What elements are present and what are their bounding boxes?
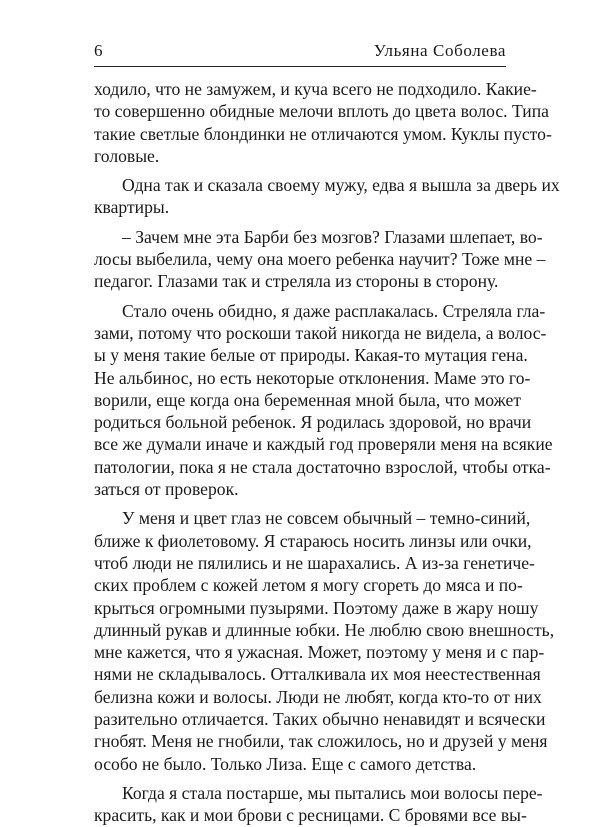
text-line: особо не было. Только Лиза. Еще с самого детства.	[94, 753, 477, 774]
text-line: чтоб люди не пялились и не шарахались. А из-за генетиче-	[94, 552, 535, 573]
text-line: ских проблем с кожей летом я могу сгореть до мяса и по-	[94, 575, 523, 596]
text-line: мне кажется, что я ужасная. Может, поэтому у меня и с пар-	[94, 642, 545, 663]
page-number: 6	[94, 41, 103, 60]
text-line: заться от проверок.	[94, 479, 239, 500]
text-line: – Зачем мне эта Барби без мозгов? Глазами шлепает, во-	[122, 226, 543, 247]
text-line: зами, потому что роскоши такой никогда не видела, а волос-	[94, 322, 547, 343]
text-line: белизна кожи и волосы. Люди не любят, когда кто-то от них	[94, 686, 542, 707]
body-text	[94, 78, 560, 827]
text-line: У меня и цвет глаз не совсем обычный – темно-синий,	[122, 508, 531, 529]
text-line: ы у меня такие белые от природы. Какая-то мутация гена.	[94, 345, 528, 366]
text-line: Одна так и сказала своему мужу, едва я вышла за дверь их	[122, 175, 560, 196]
text-line: родиться больной ребенок. Я родилась здоровой, но врачи	[94, 412, 532, 433]
text-line: ворили, еще когда она беременная мной была, что может	[94, 389, 522, 410]
running-head-author: Ульяна Соболева	[373, 41, 506, 60]
text-line: крыться огромными пузырями. Поэтому даже в жару ношу	[94, 597, 539, 618]
text-line: ходило, что не замужем, и куча всего не подходило. Какие-	[94, 79, 537, 99]
text-line: педагог. Глазами так и стреляла из стороны в сторону.	[94, 271, 499, 292]
text-line: патологии, пока я не стала достаточно взрослой, чтобы отка-	[94, 456, 551, 477]
header-rule	[94, 66, 506, 67]
text-line: лосы выбелила, чему она моего ребенка научит? Тоже мне –	[94, 249, 546, 270]
text-line: квартиры.	[94, 197, 170, 218]
text-line: нями не складывалось. Отталкивала их моя неестественная	[94, 664, 541, 685]
text-line: Не альбинос, но есть некоторые отклонения. Маме это го-	[94, 367, 531, 388]
text-line: такие светлые блондинки не отличаются умом. Куклы пусто-	[94, 123, 552, 144]
text-line: ближе к фиолетовому. Я стараюсь носить линзы или очки,	[94, 530, 532, 551]
text-line: Когда я стала постарше, мы пытались мои волосы пере-	[122, 782, 543, 803]
text-line: все же думали иначе и каждый год проверяли меня на всякие	[94, 434, 553, 455]
text-line: гнобят. Меня не гнобили, так сложилось, но и друзей у меня	[94, 731, 548, 752]
text-line: то совершенно обидные мелочи вплоть до цвета волос. Типа	[94, 101, 549, 122]
text-line: длинный рукав и длинные юбки. Не люблю свою внешность,	[94, 619, 555, 640]
text-line: Стало очень обидно, я даже расплакалась. Стреляла гла-	[122, 300, 546, 321]
text-line: головые.	[94, 145, 160, 166]
text-line: разительно отличается. Таких обычно ненавидят и всячески	[94, 709, 546, 730]
text-line: красить, как и мои брови с ресницами. С бровями все вы-	[94, 805, 527, 826]
